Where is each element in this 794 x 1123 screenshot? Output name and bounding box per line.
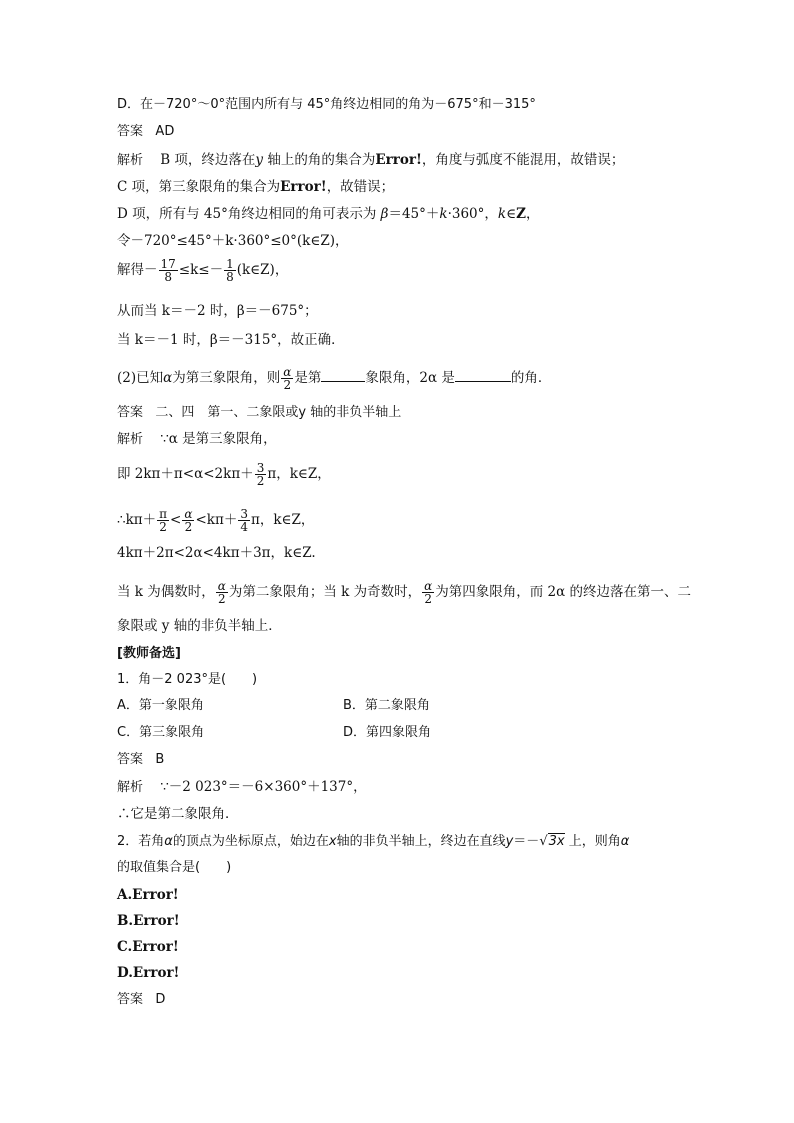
answer-line-2 <box>117 404 401 422</box>
c-item-line: C 项，第三象限角的集合为Error!，故错误； <box>117 179 395 195</box>
answer-value: B <box>155 752 165 767</box>
sqrt-symbol: √ <box>539 834 548 849</box>
problem-2-option-d: D.Error! <box>117 965 180 981</box>
fraction: $\frac{1}{8}$ <box>226 257 234 284</box>
case-k-minus-1: 当 k＝－1 时，β＝－315°，故正确． <box>117 332 345 348</box>
fraction: $\frac{\alpha}{2}$ <box>283 365 292 392</box>
error-text: Error! <box>375 152 422 168</box>
answer-value: D <box>155 992 166 1007</box>
problem-1-option-d: D．第四象限角 <box>343 725 432 740</box>
case-k-minus-2: 从而当 k＝－2 时，β＝－675°； <box>117 303 318 319</box>
analysis-label: 解析 <box>117 153 144 168</box>
problem-2-option-b: B.Error! <box>117 913 180 929</box>
problem-1-stem: 1．角－2 023°是( ) <box>117 672 258 687</box>
problem-2-option-a: A.Error! <box>117 887 179 903</box>
range-line-1: 即 2kπ＋π<α<2kπ＋ $\frac{3}{2}$ π，k∈Z， <box>117 461 331 488</box>
parity-line: 当 k 为偶数时， $\frac{\alpha}{2}$ 为第二象限角；当 k 为奇数时， $\frac{\alpha}{2}$ 为第四象限角，而 2α 的终边落在第一、二 <box>117 579 692 606</box>
analysis-label: 解析 <box>117 780 144 795</box>
answer-blank <box>321 369 365 382</box>
analysis-line-2: 解析 ∵α 是第三象限角， <box>117 431 277 447</box>
answer-label: 答案 <box>117 992 144 1007</box>
problem-1-option-a: A．第一象限角 <box>117 698 204 713</box>
analysis-line-3: 解析 ∵－2 023°＝－6×360°＋137°， <box>117 779 367 795</box>
fraction: $\frac{\alpha}{2}$ <box>184 507 193 534</box>
parity-line-2: 象限或 y 轴的非负半轴上． <box>117 618 282 634</box>
solution-range-line: 解得－ $\frac{17}{8}$ ≤k≤－ $\frac{1}{8}$ (k∈Z)， <box>117 257 289 284</box>
problem-1-option-b: B．第二象限角 <box>343 698 430 713</box>
error-text: Error! <box>280 179 327 195</box>
option-d-line: D．在－720°～0°范围内所有与 45°角终边相同的角为－675°和－315° <box>117 97 536 112</box>
answer-label: 答案 <box>117 124 144 139</box>
question-2-line: (2)已知α为第三象限角，则 $\frac{\alpha}{2}$ 是第 象限角，2α 是 的角． <box>117 365 552 392</box>
fraction: $\frac{3}{4}$ <box>240 507 248 534</box>
answer-line-4 <box>117 991 165 1009</box>
problem-2-stem-line2: 的取值集合是( ) <box>117 860 232 875</box>
problem-2-stem: 2．若角α的顶点为坐标原点，始边在x轴的非负半轴上，终边在直线y＝－√3x 上，则角α <box>117 834 630 849</box>
inequality-line: 令－720°≤45°＋k·360°≤0°(k∈Z)， <box>117 233 349 249</box>
answer-label: 答案 <box>117 405 144 420</box>
fraction: $\frac{17}{8}$ <box>160 257 176 284</box>
answer-label: 答案 <box>117 752 144 767</box>
analysis-label: 解析 <box>117 432 144 447</box>
range-line-3: 4kπ＋2π<2α<4kπ＋3π，k∈Z. <box>117 545 316 561</box>
fraction: $\frac{\alpha}{2}$ <box>217 579 226 606</box>
problem-1-option-c: C．第三象限角 <box>117 725 205 740</box>
fraction: $\frac{\pi}{2}$ <box>159 507 168 534</box>
answer-value: AD <box>155 124 175 139</box>
answer-line-3 <box>117 751 164 769</box>
fraction: $\frac{\alpha}{2}$ <box>424 579 433 606</box>
d-item-line: D 项，所有与 45°角终边相同的角可表示为 β＝45°＋k·360°，k∈Z， <box>117 206 540 222</box>
answer-blank <box>455 369 511 382</box>
answer-value: 二、四 第一、二象限或y 轴的非负半轴上 <box>155 405 402 420</box>
problem-2-option-c: C.Error! <box>117 939 179 955</box>
analysis-line-1: 解析 B 项，终边落在y 轴上的角的集合为Error!，角度与弧度不能混用，故错误； <box>117 152 625 168</box>
fraction: $\frac{3}{2}$ <box>256 461 265 488</box>
answer-line-1 <box>117 123 174 141</box>
teacher-section-heading: [教师备选] <box>117 646 181 661</box>
conclusion-line-3: ∴它是第二象限角． <box>117 806 239 822</box>
range-line-2: ∴kπ＋ $\frac{\pi}{2}$ < $\frac{\alpha}{2}$ <kπ＋ $\frac{3}{4}$ π，k∈Z， <box>117 507 315 534</box>
